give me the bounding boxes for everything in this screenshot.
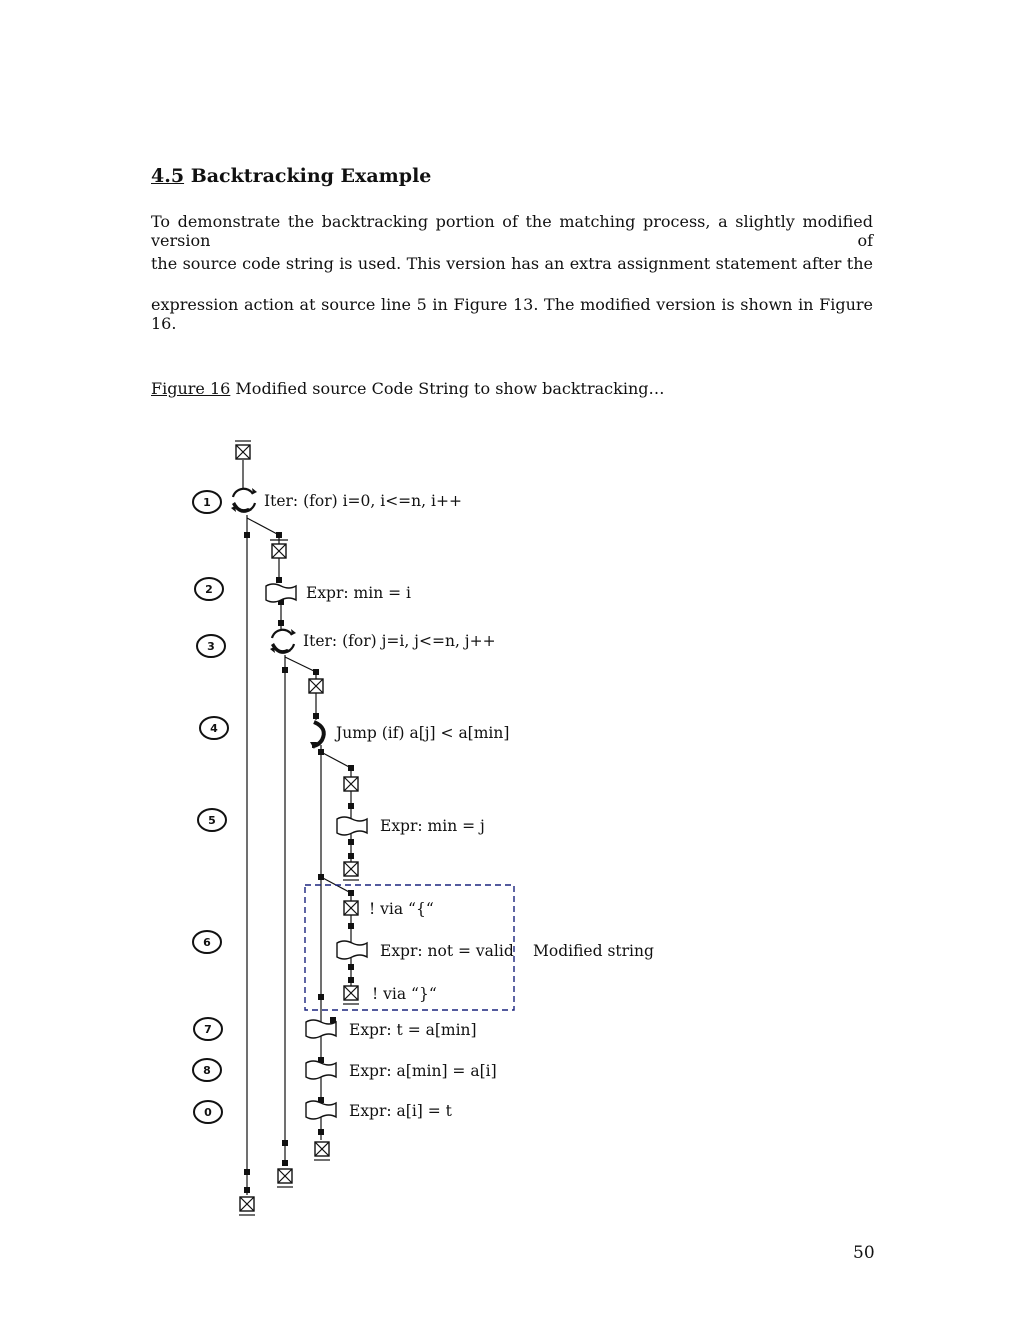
expr-ai-icon xyxy=(306,1101,336,1119)
iter-outer-icon xyxy=(231,488,257,513)
svg-text:2: 2 xyxy=(205,583,213,596)
expr-min-j-icon xyxy=(337,817,367,835)
svg-text:5: 5 xyxy=(208,814,216,827)
svg-text:1: 1 xyxy=(203,496,211,509)
line-marker-5 xyxy=(198,809,226,831)
via-open-icon xyxy=(344,901,358,915)
expr-amin-label: Expr: a[min] = a[i] xyxy=(349,1062,497,1080)
inner-loop-end-icon xyxy=(314,1142,330,1160)
end-node-icon xyxy=(239,1197,255,1215)
line-marker-2 xyxy=(195,578,223,600)
outer-body-end-icon xyxy=(277,1169,293,1187)
figure-label: Figure 16 xyxy=(151,379,231,398)
via-close-icon xyxy=(343,986,359,1004)
line-marker-6 xyxy=(193,931,221,953)
jump-if-label: Jump (if) a[j] < a[min] xyxy=(336,724,510,742)
expr-t-label: Expr: t = a[min] xyxy=(349,1021,477,1039)
if-body-end-icon xyxy=(343,862,359,880)
svg-text:0: 0 xyxy=(204,1106,212,1119)
expr-min-i-label: Expr: min = i xyxy=(306,584,411,602)
section-title: Backtracking Example xyxy=(190,165,432,187)
start-node-icon xyxy=(235,441,251,459)
expr-min-i-icon xyxy=(266,584,296,602)
expr-min-j-label: Expr: min = j xyxy=(380,817,485,835)
svg-text:8: 8 xyxy=(203,1064,211,1077)
expr-not-valid-label: Expr: not = valid xyxy=(380,942,514,960)
modified-string-label: Modified string xyxy=(533,942,654,960)
line-marker-0 xyxy=(194,1101,222,1123)
svg-text:6: 6 xyxy=(203,936,211,949)
line-marker-7 xyxy=(194,1018,222,1040)
paragraph-line-2: the source code string is used. This version has an extra assignment statement after the xyxy=(151,254,873,273)
iter-inner-icon xyxy=(270,629,296,654)
section-number: 4.5 xyxy=(151,165,185,187)
figure-caption-text: Modified source Code String to show backtracking… xyxy=(235,379,665,398)
svg-text:4: 4 xyxy=(210,722,218,735)
paragraph-line-3: expression action at source line 5 in Figure 13. The modified version is shown in Figure 16. xyxy=(151,295,873,333)
svg-text:3: 3 xyxy=(207,640,215,653)
line-marker-1 xyxy=(193,491,221,513)
line-marker-4 xyxy=(200,717,228,739)
if-body-start-icon xyxy=(344,777,358,791)
iter-inner-label: Iter: (for) j=i, j<=n, j++ xyxy=(303,632,496,650)
paragraph-line-1: To demonstrate the backtracking portion of the matching process, a slightly modified version of xyxy=(151,212,873,250)
expr-not-valid-icon xyxy=(337,941,367,959)
expr-ai-label: Expr: a[i] = t xyxy=(349,1102,452,1120)
iter-outer-label: Iter: (for) i=0, i<=n, i++ xyxy=(264,492,462,510)
expr-amin-icon xyxy=(306,1061,336,1079)
via-open-label: ! via “{“ xyxy=(369,900,434,918)
via-close-label: ! via “}“ xyxy=(372,985,437,1003)
inner-body-start-icon xyxy=(309,679,323,693)
line-marker-3 xyxy=(197,635,225,657)
svg-text:7: 7 xyxy=(204,1023,212,1036)
page-number: 50 xyxy=(853,1243,875,1263)
connector-lines xyxy=(243,460,351,1195)
line-marker-8 xyxy=(193,1059,221,1081)
jump-icon xyxy=(310,722,324,749)
